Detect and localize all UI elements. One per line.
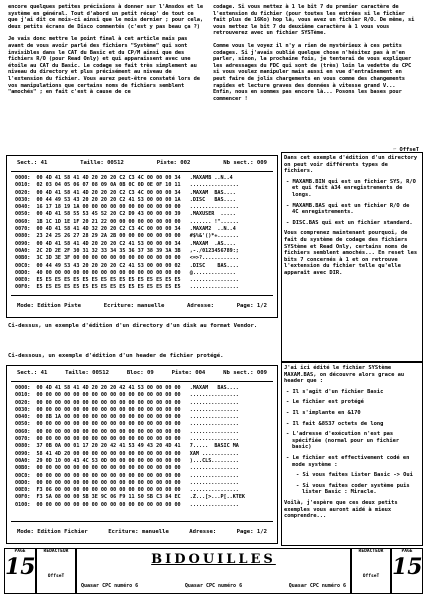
hex-dump-row: 0060: 00 00 00 00 00 00 00 00 00 00 00 00 00 00 00 00 ................	[15, 428, 239, 435]
track-label: Piste: 002	[156, 160, 191, 166]
hex-dump-row: 00E0: F3 06 00 00 00 00 00 00 00 00 00 00 00 00 00 00 ................	[15, 487, 239, 494]
hex-dump	[15, 385, 269, 519]
hex-dump-row: 00E0: E5 E5 E5 E5 E5 E5 E5 E5 E5 E5 E5 E5 E5 E5 E5 E5 ................	[15, 277, 239, 284]
hex-dump-row: 0090: 00 4D 41 58 41 4D 20 20 20 C2 41 53 00 00 00 34 .MAXAM .AS....	[15, 240, 236, 247]
paragraph: encore quelques petites précisions à donner sur l'Amsdos et le système en général. Tout d'abord un petit récap' de tout ce que j'ai dit ce mois-ci ainsi que le mois dernier ; pour cela, deux petits écrans de Disco commentés (c'est y pas beau ça ?)	[8, 4, 204, 30]
sector-label: Sect.: 41	[17, 160, 48, 166]
screen-header	[17, 370, 267, 380]
paragraph: Je vais donc mettre le point final à cet article mais pas avant de vous avoir parlé des fichiers "Système" qui sont invisibles dans le CAT du Basic et du CP/M ainsi que des fichiers R/O (pour Read Only) et qui apparaissent avec une étoile au CAT du Basic. Le codage se fait très simplement au niveau du directory et plus précisément au niveau de l'extension du fichier. Vous aurez peut-être constaté lors de vos manipulations que certains noms de fichiers semblent "amochés" ; en fait c'est à cause de ce	[8, 36, 200, 96]
list-item: - Il s'agit d'un fichier Basic	[292, 389, 419, 396]
hex-dump-row: 0010: 02 03 04 05 06 07 08 09 0A 0B 0C 0D 0E 0F 10 11 ................	[15, 182, 239, 189]
list-item: - L'adresse d'exécution n'est pas spécifiée (normal pour un fichier basic)	[292, 431, 419, 451]
page-label: PAGE	[401, 549, 413, 554]
hex-dump-row: 0040: 16 17 18 19 1A 00 00 00 00 00 00 00 00 00 00 00 ................	[15, 204, 239, 211]
list-item: - Le fichier est effectivement codé en mode système :	[292, 455, 419, 468]
caption-directory: Ci-dessus, un exemple d'édition d'un directory d'un disk au format Vendor.	[8, 323, 258, 329]
disco-screen-directory	[6, 155, 278, 318]
write-mode-label: Ecriture: manuelle	[108, 529, 169, 535]
page-number: 15	[392, 554, 423, 580]
page-indicator: Page: 1/2	[236, 529, 267, 535]
hex-dump-row: 00C0: 00 44 49 53 43 20 20 20 20 C2 41 53 00 00 00 02 .DISC BAS....	[15, 262, 239, 269]
article-column-left	[8, 4, 206, 102]
hex-dump-row: 0030: 00 00 00 00 00 00 00 00 00 00 00 00 00 00 00 00 ................	[15, 406, 239, 413]
sidebar-header-notes	[284, 365, 419, 558]
page-box-left	[4, 548, 36, 594]
hex-dump-row: 0060: 1B 1C 1D 1E 1F 20 21 22 00 00 00 00 00 00 00 00 ....... !"......	[15, 218, 239, 225]
screen-footer	[17, 303, 267, 309]
redactor-label: REDACTEUR	[358, 549, 384, 554]
mode-label: Mode: Edition Piste	[17, 303, 81, 309]
hex-dump-row: 0030: 00 44 49 53 43 20 20 20 20 C2 41 53 00 00 00 1A .DISC BAS....	[15, 196, 236, 203]
mode-label: Mode: Edition Fichier	[17, 529, 88, 535]
header-facts-list	[284, 389, 419, 468]
hex-dump-row: 00A0: 2C 2D 2E 2F 30 31 32 33 34 35 36 37 38 39 3A 3B ,-./0123456789:;	[15, 247, 239, 254]
divider	[11, 295, 273, 296]
paragraph: codage. Si vous mettez à 1 le bit 7 du premier caractère de l'extension du fichier (pour toutes les entrées si le fichier fait plus de 16Ko) hop là, vous avez un fichier R/O. De même, si vous mettez le bit 7 du deuxième caractère à 1 vous vous retrouverez avec un fichier SYSTème.	[213, 4, 415, 37]
paragraph: J'ai ici édité le fichier SYStème MAXAM.BAS, on découvre alors grace au header que :	[284, 365, 405, 385]
size-label: Taille: 00512	[65, 370, 109, 376]
track-label: Piste: 004	[171, 370, 206, 376]
paragraph: Voilà, j'espère que ces deux petits exemples vous auront aidé à mieux comprendre...	[284, 499, 398, 520]
block-label: Bloc: 09	[126, 370, 154, 376]
screen-footer	[17, 529, 267, 535]
disco-screen-file-header	[6, 365, 278, 544]
hand-pointer-icon: ☞	[393, 147, 400, 153]
hex-dump-row: 00D0: 40 00 00 00 00 00 00 00 00 00 00 00 00 00 00 00 @..............	[15, 269, 236, 276]
list-item: - Si vous faites Lister Basic -> Oui	[302, 472, 419, 479]
author-signature: ☞ OffseT	[393, 147, 419, 153]
hex-dump-row: 0000: 00 4D 41 58 41 4D 20 20 20 C2 C3 4C 00 00 00 34 .MAXAMB ..N..4	[15, 175, 233, 181]
sector-count-label: Nb sect.: 009	[223, 370, 267, 376]
hex-dump-row: 0000: 00 4D 41 58 41 4D 20 20 20 42 41 53 00 00 00 00 .MAXAM BAS....	[15, 385, 239, 391]
hex-dump-row: 0070: 00 00 00 00 00 00 00 00 00 00 00 00 00 00 00 00 ................	[15, 436, 239, 443]
list-item: - Le fichier est protégé	[292, 399, 419, 406]
paragraph: Dans cet exemple d'édition d'un directory on peut voir différents types de fichiers.	[284, 155, 418, 175]
hex-dump-row: 00F0: F3 5A 08 00 00 5B 3E 9C 06 F9 11 50 5B C3 84 EC .Z...[>...P[..KTEK	[15, 494, 246, 501]
hex-dump-row: 0050: 00 4D 41 58 55 53 45 52 20 C2 D9 43 00 00 00 39 .MAXUSER .....	[15, 211, 236, 218]
caption-header: Ci-dessous, un exemple d'édition d'un header de fichier protégé.	[8, 353, 224, 359]
hex-dump-row: 0020: 00 00 00 00 00 00 00 00 00 00 00 00 00 00 00 00 ................	[15, 399, 239, 406]
title-box	[76, 548, 351, 594]
list-item: - Il fait &8537 octets de long	[292, 421, 419, 428]
redactor-box-left	[36, 548, 76, 594]
hex-dump-row: 0070: 00 4D 41 58 41 4D 32 20 20 C2 C3 4C 00 00 00 34 .MAXAM2 ..N..4	[15, 226, 236, 233]
divider	[11, 521, 273, 522]
hex-dump-row: 0080: 37 0B 0A 00 01 17 20 20 42 41 53 49 43 20 4D 41 7..... BASIC MA	[15, 443, 239, 450]
divider	[11, 171, 273, 172]
list-item: - DISC.BAS qui est un fichier standard.	[292, 220, 419, 227]
paragraph: Comme vous le voyez il n'y a rien de mystérieux à ces petits codages. Si j'avais oublié quelque chose n'hésitez pas à m'en parler, sinon, la prochaine fois, je tenterai de vous expliquer les adressages du FDC qui sont de (très) loin la vedette du CPC si vous voulez manipuler mais aussi en vue d'entraînement en peut faire de jolis chargements en vous comme des changements rapides et lecture graves des données à vitesse grand V... Enfin, nous en sommes pas encore là... Posons les bases pour commencer !	[213, 42, 412, 102]
redactor-label: REDACTEUR	[43, 549, 69, 554]
hex-dump-row: 00B0: 3C 3D 3E 3F 00 00 00 00 00 00 00 00 00 00 00 00 <=>?............	[15, 255, 239, 262]
hex-dump-row: 0040: 00 8B 1A 00 00 00 00 00 00 00 00 00 00 00 00 00 ................	[15, 414, 239, 421]
article-column-right	[213, 4, 417, 108]
hex-dump-row: 00A0: 29 0D 10 00 43 4C 53 0D 00 00 00 00 00 00 00 00 )...CLS.........	[15, 457, 239, 464]
list-item: - Si vous faites coder système puis lister Basic : Miracle.	[302, 483, 419, 496]
issue-label: Quasar CPC numéro 6	[81, 583, 139, 589]
divider	[11, 381, 273, 382]
hex-dump-row: 00C0: 00 00 00 00 00 00 00 00 00 00 00 00 00 00 00 00 ................	[15, 472, 239, 479]
issue-label: Quasar CPC numéro 6	[184, 583, 243, 589]
hex-dump	[15, 175, 269, 293]
address-label: Adresse:	[189, 529, 217, 535]
write-mode-label: Ecriture: manuelle	[103, 303, 165, 309]
redactor-name: OffseT	[47, 574, 65, 579]
page-label: PAGE	[14, 549, 26, 554]
hex-dump-row: 0050: 00 00 00 00 00 00 00 00 00 00 00 00 00 00 00 00 ................	[15, 421, 239, 428]
page-box-right	[391, 548, 423, 594]
hex-dump-row: 0080: 23 24 25 26 27 28 29 2A 2B 00 00 00 00 00 00 00 #$%&'()*+.......	[15, 233, 239, 240]
sector-count-label: Nb sect.: 009	[223, 160, 267, 166]
hex-dump-row: 0090: 58 41 4D 20 00 00 00 00 00 00 00 00 00 00 00 00 XAM ............	[15, 450, 239, 457]
hex-dump-row: 00D0: 00 00 00 00 00 00 00 00 00 00 00 00 00 00 00 00 ................	[15, 479, 239, 486]
screen-header	[17, 160, 267, 170]
hex-dump-row: 0010: 00 00 00 00 00 00 00 00 00 00 00 00 00 00 00 00 ................	[15, 392, 239, 399]
redactor-box-right	[351, 548, 391, 594]
sub-list	[284, 472, 419, 496]
sidebar-directory-notes	[284, 155, 419, 358]
issue-row	[81, 583, 346, 589]
size-label: Taille: 00512	[80, 160, 124, 166]
hex-dump-row: 0020: 00 4D 41 58 41 4D 20 20 20 C2 C3 4C 00 00 00 34 .MAXAM BAS....	[15, 189, 236, 196]
hex-dump-row: 00B0: 00 00 00 00 00 00 00 00 00 00 00 00 00 00 00 00 ................	[15, 465, 239, 472]
paragraph: Vous comprenez maintenant pourquoi, de fait du système de codage des fichiers SYStème et Read Only, certains noms de fichiers semblent amochés... En reset les bits 7 concernés à 1 et on retrouve l'extension du fichier telle qu'elle apparaît avec DIR.	[284, 230, 418, 276]
page-number: 15	[5, 554, 36, 580]
list-item: - Il s'implante en &170	[292, 410, 419, 417]
hex-dump-row: 0100: 00 00 00 00 00 00 00 00 00 00 00 00 00 00 00 00 ................	[15, 501, 239, 508]
file-list	[284, 179, 419, 227]
hex-dump-row: 00F0: E5 E5 E5 E5 E5 E5 E5 E5 E5 E5 E5 E5 E5 E5 E5 E5 ................	[15, 284, 239, 291]
redactor-name: OffseT	[362, 574, 380, 579]
issue-label: Quasar CPC numéro 6	[288, 583, 346, 589]
page-footer	[4, 548, 421, 596]
list-item: - MAXAMB.BAS qui est un fichier R/O de 4C enregistrements.	[292, 203, 419, 216]
sector-label: Sect.: 41	[17, 370, 48, 376]
address-label: Adresse:	[187, 303, 214, 309]
page-indicator: Page: 1/2	[236, 303, 267, 309]
section-title: BIDOUILLES	[151, 552, 276, 567]
list-item: - MAXAMB.BIN qui est un fichier SYS, R/O et qui fait à34 enregistrements de longs.	[292, 179, 419, 199]
